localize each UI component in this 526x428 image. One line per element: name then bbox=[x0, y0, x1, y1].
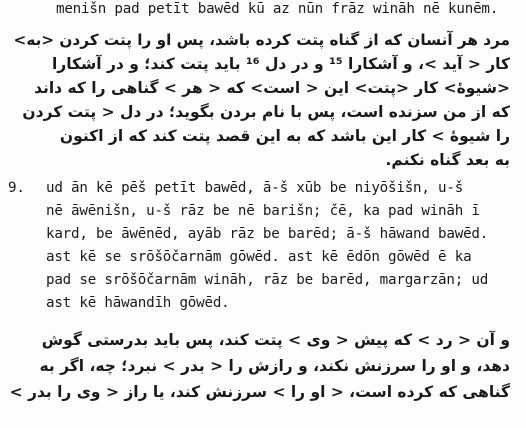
section-number: 9. bbox=[8, 180, 25, 196]
transliteration-line: ud ān kē pēš petīt bawēd, ā-š xūb be niyōšišn, u-š bbox=[46, 180, 464, 196]
transliteration-line: ast kē hāwandīh gōwēd. bbox=[46, 295, 230, 311]
transliteration-line: ast kē se srōšōčarnām gōwēd. ast kē ēdōn gōwēd ē ka bbox=[46, 249, 472, 265]
transliteration-line: pad se srōšōčarnām wināh, rāz be barēd, margarzān; ud bbox=[46, 272, 489, 288]
persian-line: و آن < رد > که پیش < وی > پتت کند، پس باید بدرستی گوش bbox=[41, 331, 510, 349]
persian-line: دهد، و او را سرزنش نکند، و رازش را < بدر > نبرد؛ چه، اگر به bbox=[39, 357, 510, 375]
persian-line: گناهی که کرده است، < او را > سرزنش کند، یا راز < وی را بدر > bbox=[9, 383, 510, 401]
transliteration-line: nē āwēnišn, u-š rāz be nē barišn; čē, ka pad wināh ī bbox=[46, 203, 480, 219]
persian-line: مرد هر آنسان که از گناه پتت کرده باشد، پس او را پتت کردن <به> bbox=[13, 31, 510, 49]
transliteration-line-top: menišn pad petīt bawēd kū az nūn frāz wināh nē kunēm. bbox=[56, 1, 499, 17]
persian-line: کار < آید >، و آشکارا ¹⁵ و در دل ¹⁶ باید پتت کند؛ و در آشکارا bbox=[51, 55, 510, 73]
transliteration-line: kard, be āwēnēd, ayāb rāz be barēd; ā-š hāwand bawēd. bbox=[46, 226, 489, 242]
persian-line: را شیوهٔ > کار این باشد که به این قصد پتت کند که از اکنون bbox=[59, 127, 510, 145]
persian-line: <شیوهٔ> کار <پتت> این < است> که < هر > گناهی را که داند bbox=[34, 79, 510, 97]
persian-line: که از من سزنده است، پس با نام بردن بگوید؛ در دل < پتت کردن bbox=[22, 103, 510, 121]
persian-line: به بعد گناه نکنم. bbox=[385, 151, 510, 169]
